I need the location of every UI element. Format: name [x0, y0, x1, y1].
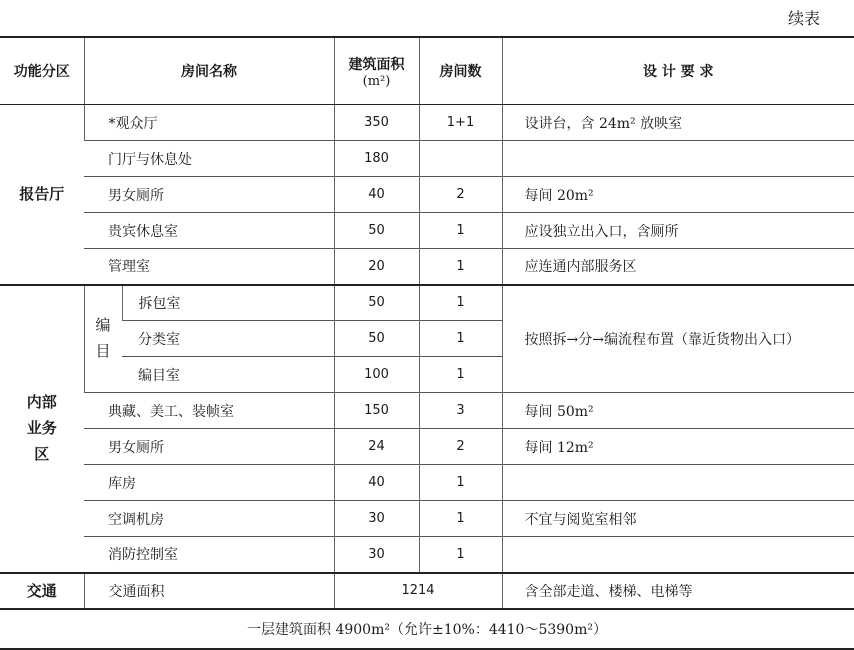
zone-cell: 报告厅 — [0, 105, 84, 285]
table-row — [0, 573, 854, 609]
zone-label: 内部业务区 — [26, 393, 57, 463]
table-row — [0, 465, 854, 501]
requirement-cell — [502, 141, 854, 177]
table-row — [0, 393, 854, 429]
room-program-table — [0, 36, 854, 650]
room-name: 编目室 — [122, 357, 334, 393]
area-cell: 50 — [334, 321, 419, 357]
room-name: 男女厕所 — [84, 177, 334, 213]
zone-cell — [0, 285, 84, 573]
header-count: 房间数 — [419, 37, 502, 105]
requirement-cell: 每间 12m² — [502, 429, 854, 465]
area-cell: 50 — [334, 213, 419, 249]
table-row — [0, 105, 854, 141]
room-name: 消防控制室 — [84, 537, 334, 573]
requirement-cell: 每间 20m² — [502, 177, 854, 213]
room-name: 分类室 — [122, 321, 334, 357]
area-cell: 1214 — [334, 573, 502, 609]
count-cell: 1 — [419, 321, 502, 357]
continued-label: 续表 — [787, 9, 820, 28]
room-name: 贵宾休息室 — [84, 213, 334, 249]
area-cell: 40 — [334, 177, 419, 213]
room-name: 典藏、美工、装帧室 — [84, 393, 334, 429]
header-area-unit: (m²) — [362, 73, 391, 89]
header-area — [334, 37, 419, 105]
table-row — [0, 177, 854, 213]
requirement-cell: 不宜与阅览室相邻 — [502, 501, 854, 537]
area-cell: 100 — [334, 357, 419, 393]
count-cell: 1 — [419, 357, 502, 393]
requirement-cell — [502, 537, 854, 573]
requirement-cell: 按照拆→分→编流程布置（靠近货物出入口） — [502, 285, 854, 393]
requirement-cell: 含全部走道、楼梯、电梯等 — [502, 573, 854, 609]
total-row — [0, 609, 854, 649]
header-room-name: 房间名称 — [84, 37, 334, 105]
table-row — [0, 501, 854, 537]
header-row — [0, 37, 854, 105]
room-name: *观众厅 — [84, 105, 334, 141]
count-cell: 2 — [419, 177, 502, 213]
count-cell: 1 — [419, 465, 502, 501]
room-name: 男女厕所 — [84, 429, 334, 465]
area-cell: 50 — [334, 285, 419, 321]
area-cell: 180 — [334, 141, 419, 177]
zone-cell: 交通 — [0, 573, 84, 609]
area-cell: 150 — [334, 393, 419, 429]
requirement-cell: 每间 50m² — [502, 393, 854, 429]
group-label: 编目 — [95, 316, 111, 361]
group-cell — [84, 285, 122, 393]
area-cell: 20 — [334, 249, 419, 285]
requirement-cell: 设讲台，含 24m² 放映室 — [502, 105, 854, 141]
count-cell: 1 — [419, 501, 502, 537]
requirement-cell: 应连通内部服务区 — [502, 249, 854, 285]
total-area-note: 一层建筑面积 4900m²（允许±10%：4410～5390m²） — [0, 609, 854, 649]
count-cell: 3 — [419, 393, 502, 429]
area-cell: 40 — [334, 465, 419, 501]
requirement-cell: 应设独立出入口，含厕所 — [502, 213, 854, 249]
count-cell: 1 — [419, 285, 502, 321]
table-row — [0, 429, 854, 465]
table-row — [0, 537, 854, 573]
header-requirements: 设 计 要 求 — [502, 37, 854, 105]
requirement-cell — [502, 465, 854, 501]
count-cell: 1+1 — [419, 105, 502, 141]
header-zone: 功能分区 — [0, 37, 84, 105]
header-area-label: 建筑面积 — [348, 56, 405, 73]
count-cell: 1 — [419, 213, 502, 249]
count-cell — [419, 141, 502, 177]
room-name: 门厅与休息处 — [84, 141, 334, 177]
table-row — [0, 213, 854, 249]
room-name: 管理室 — [84, 249, 334, 285]
table-row — [0, 249, 854, 285]
table-row — [0, 285, 854, 321]
area-cell: 30 — [334, 501, 419, 537]
area-cell: 350 — [334, 105, 419, 141]
count-cell: 1 — [419, 537, 502, 573]
table-row — [0, 141, 854, 177]
room-name: 交通面积 — [84, 573, 334, 609]
room-name: 库房 — [84, 465, 334, 501]
area-cell: 24 — [334, 429, 419, 465]
count-cell: 1 — [419, 249, 502, 285]
area-cell: 30 — [334, 537, 419, 573]
room-name: 拆包室 — [122, 285, 334, 321]
count-cell: 2 — [419, 429, 502, 465]
room-name: 空调机房 — [84, 501, 334, 537]
